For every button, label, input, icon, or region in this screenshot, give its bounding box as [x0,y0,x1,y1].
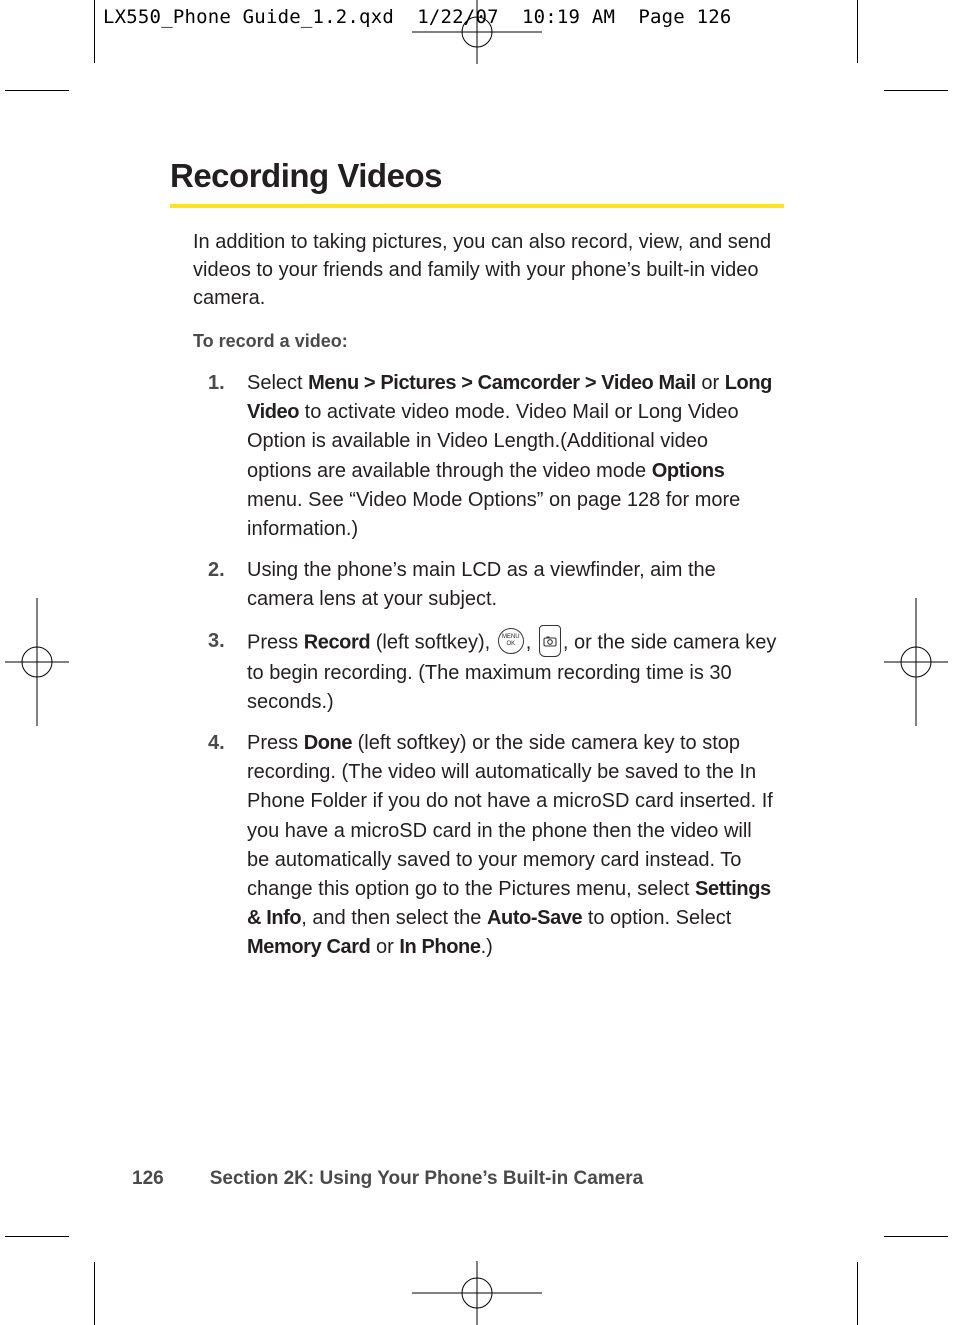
crop-mark [94,1262,95,1325]
step-number: 2. [208,559,225,582]
option-name: In Phone [399,936,481,959]
registration-mark-right [884,598,948,726]
page-title: Recording Videos [170,157,442,194]
step-text: (left softkey) or the side camera key to stop recording. (The video will automatically be saved to the In Phone Folder if you do not have a microSD card inserted. If you have a microSD card in the phone then the video will be automatically saved to your memory card instead. To change this option go to the Pictures menu, select [247,732,773,901]
softkey-name: Record [303,630,371,653]
step-number: 1. [208,372,225,394]
step-text: or [695,372,725,394]
section-title: Section 2K: Using Your Phone’s Built-in Camera [209,1168,644,1189]
step-number: 4. [208,732,225,755]
step-text: Using the phone’s main LCD as a viewfinder, aim the camera lens at your subject. [247,559,716,611]
crop-mark [5,1236,69,1237]
step-text: Press [247,732,304,755]
step-text: (left softkey), [370,630,491,653]
registration-mark-top [412,0,542,64]
camera-key-icon [539,625,561,657]
step-text: Select [247,372,309,394]
menu-ok-key-icon: MENU OK [498,628,524,654]
step-text: to activate video mode. Video Mail or Long Video Option is available in Video Length.(Additional video options are available through the video mode [247,401,739,482]
option-name: Memory Card [247,936,371,959]
step-3 [208,627,778,717]
steps-list [208,369,778,975]
crop-mark [94,0,95,63]
step-1 [208,369,778,544]
title-rule [170,204,784,208]
print-slug: LX550_Phone Guide_1.2.qxd 1/22/07 10:19 AM Page 126 [103,6,732,28]
option-name: Options [651,459,725,482]
intro-paragraph: In addition to taking pictures, you can also record, view, and send videos to your friends and family with your phone’s built-in video camera. [193,231,772,309]
step-text: or [370,936,400,959]
crop-mark [884,90,948,91]
registration-mark-left [5,598,69,726]
step-text: , [525,630,532,653]
crop-mark [857,0,858,63]
crop-mark [857,1262,858,1325]
menu-path: Menu > Pictures > Camcorder > Video Mail [308,372,696,394]
menu-name: Settings & Info [247,878,771,930]
step-text: , or the side camera key to begin recording. (The maximum recording time is 30 seconds.) [247,630,777,713]
option-name: Auto-Save [486,907,583,930]
step-4 [208,729,778,963]
step-number: 3. [208,629,225,652]
step-text: , and then select the [301,907,487,930]
step-text: menu. See “Video Mode Options” on page 128 for more information.) [247,488,741,541]
step-text: Press [247,630,304,653]
crop-mark [5,90,69,91]
softkey-name: Done [303,732,353,755]
option-name: Long Video [247,372,773,424]
registration-mark-bottom [412,1261,542,1325]
page-number: 126 [132,1168,164,1189]
page-footer [132,1168,643,1190]
crop-mark [884,1236,948,1237]
procedure-heading: To record a video: [193,331,348,351]
step-2 [208,556,778,614]
step-text: to option. Select [582,907,732,930]
step-text: .) [480,936,493,959]
